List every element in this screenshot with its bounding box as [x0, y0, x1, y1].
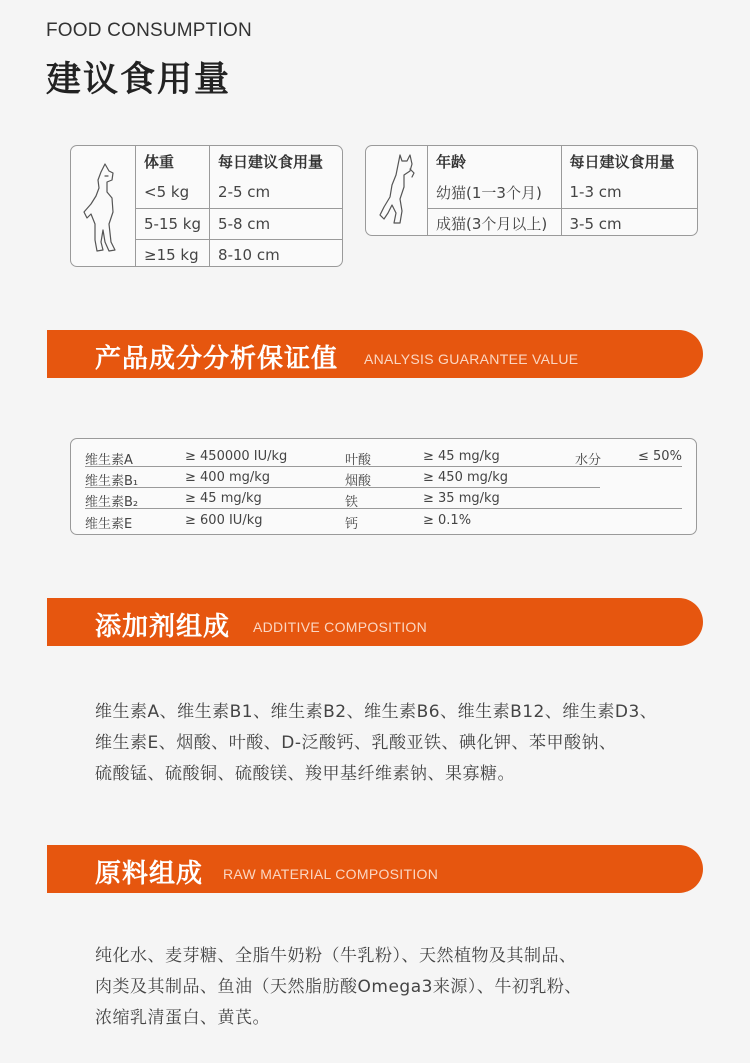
- cat-table-header-amount: 每日建议食用量: [569, 153, 675, 171]
- nutrient-name: 维生素B₁: [85, 474, 139, 489]
- nutrient-value: ≥ 400 mg/kg: [185, 470, 271, 485]
- cat-feeding-table: [428, 146, 698, 236]
- dog-feeding-table: [136, 146, 343, 267]
- cat-silhouette-icon: [374, 151, 420, 231]
- cat-table-amount: 1-3 cm: [561, 177, 698, 208]
- analysis-banner-title: 产品成分分析保证值: [95, 344, 339, 374]
- nutrient-value: ≥ 45 mg/kg: [423, 449, 500, 464]
- additive-banner-title: 添加剂组成: [95, 612, 231, 642]
- analysis-banner: [47, 330, 703, 378]
- dog-table-amount: 8-10 cm: [218, 245, 280, 264]
- cat-table-age: 成猫(3个月以上): [428, 208, 561, 236]
- raw-material-line: 纯化水、麦芽糖、全脂牛奶粉（牛乳粉）、天然植物及其制品、: [95, 946, 577, 966]
- nutrient-name: 铁: [345, 495, 359, 510]
- nutrient-value: ≥ 450000 IU/kg: [185, 449, 288, 464]
- additive-line: 维生素E、烟酸、叶酸、D-泛酸钙、乳酸亚铁、碘化钾、苯甲酸钠、: [95, 733, 617, 753]
- nutrient-name: 维生素B₂: [85, 495, 139, 510]
- dog-table-weight: ≥15 kg: [136, 239, 210, 267]
- additive-list: [95, 697, 657, 790]
- nutrient-name: 钙: [345, 517, 359, 532]
- raw-material-list: [95, 941, 582, 1034]
- nutrient-name: 叶酸: [345, 453, 372, 468]
- additive-line: 维生素A、维生素B1、维生素B2、维生素B6、维生素B12、维生素D3、: [95, 702, 658, 722]
- nutrient-value: ≥ 45 mg/kg: [185, 491, 262, 506]
- dog-table-amount: 5-8 cm: [210, 208, 343, 239]
- dog-silhouette-icon: [79, 158, 129, 258]
- analysis-banner-subtitle: ANALYSIS GUARANTEE VALUE: [364, 351, 579, 367]
- raw-material-banner: [47, 845, 703, 893]
- nutrient-value: ≥ 600 IU/kg: [185, 513, 263, 528]
- additive-banner-subtitle: ADDITIVE COMPOSITION: [253, 619, 428, 635]
- analysis-table: [70, 438, 697, 535]
- raw-material-banner-title: 原料组成: [95, 859, 204, 889]
- nutrient-name: 烟酸: [345, 474, 372, 489]
- dog-table-header-amount: 每日建议食用量: [218, 153, 324, 171]
- dog-table-amount: 2-5 cm: [210, 177, 343, 208]
- analysis-row: [85, 510, 682, 531]
- nutrient-value: ≥ 0.1%: [423, 513, 472, 528]
- cat-table-age: 幼猫(1一3个月): [428, 177, 561, 208]
- analysis-row: [85, 446, 682, 467]
- raw-material-banner-subtitle: RAW MATERIAL COMPOSITION: [223, 866, 439, 882]
- nutrient-name: 维生素A: [85, 453, 133, 468]
- raw-material-line: 浓缩乳清蛋白、黄芪。: [95, 1008, 270, 1028]
- nutrient-value: ≥ 450 mg/kg: [423, 470, 509, 485]
- nutrient-value: ≤ 50%: [638, 449, 682, 464]
- dog-feeding-card: [70, 145, 343, 267]
- raw-material-line: 肉类及其制品、鱼油（天然脂肪酸Omega3来源）、牛初乳粉、: [95, 977, 582, 997]
- additive-line: 硫酸锰、硫酸铜、硫酸镁、羧甲基纤维素钠、果寡糖。: [95, 764, 515, 784]
- dog-table-weight: 5-15 kg: [136, 208, 210, 239]
- dog-table-weight: <5 kg: [136, 177, 210, 208]
- en-title: FOOD CONSUMPTION: [46, 20, 252, 41]
- analysis-row: [85, 488, 682, 509]
- cat-table-amount: 3-5 cm: [569, 214, 622, 233]
- additive-banner: [47, 598, 703, 646]
- nutrient-name: 水分: [575, 453, 602, 468]
- nutrient-value: ≥ 35 mg/kg: [423, 491, 500, 506]
- cat-feeding-card: [365, 145, 698, 236]
- page-title: 建议食用量: [46, 60, 232, 100]
- nutrient-name: 维生素E: [85, 517, 133, 532]
- dog-table-header-weight: 体重: [136, 146, 210, 177]
- cat-table-header-age: 年龄: [428, 146, 561, 177]
- analysis-row: [85, 467, 600, 488]
